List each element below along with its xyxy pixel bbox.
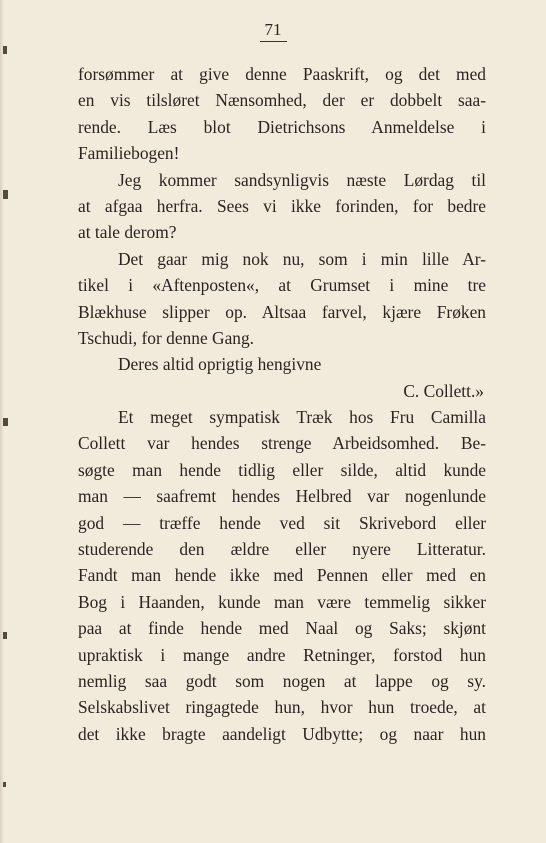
margin-mark — [3, 190, 8, 199]
text-line: Blækhuse slipper op. Altsaa farvel, kjære Frøken — [78, 301, 486, 322]
text-line: upraktisk i mange andre Retninger, forstod hun — [78, 644, 486, 665]
margin-mark — [3, 782, 6, 787]
body-text — [78, 61, 486, 747]
page-number — [0, 20, 546, 42]
text-line: at tale derom? — [78, 222, 177, 243]
text-line: at afgaa herfra. Sees vi ikke forinden, for bedre — [78, 195, 486, 216]
text-line: Bog i Haanden, kunde man være temmelig sikker — [78, 591, 486, 612]
text-line: rende. Læs blot Dietrichsons Anmeldelse i — [78, 116, 486, 137]
text-line: Jeg kommer sandsynligvis næste Lørdag til — [118, 169, 486, 190]
text-line: Tschudi, for denne Gang. — [78, 327, 255, 348]
margin-mark — [3, 632, 7, 639]
text-line: nemlig saa godt som nogen at lappe og sy. — [78, 670, 486, 691]
text-line: søgte man hende tidlig eller silde, altid kunde — [78, 459, 486, 480]
text-line: forsømmer at give denne Paaskrift, og det med — [78, 64, 486, 84]
text-line: paa at finde hende med Naal og Saks; skjønt — [78, 618, 486, 639]
margin-mark — [3, 418, 8, 426]
text-line: Familiebogen! — [78, 143, 180, 164]
letter-closing: Deres altid oprigtig hengivne — [118, 354, 322, 375]
text-line: tikel i «Aftenposten«, at Grumset i mine tre — [78, 275, 486, 296]
text-line: Collett var hendes strenge Arbeidsomhed. Be- — [78, 433, 486, 454]
text-line: Et meget sympatisk Træk hos Fru Camilla — [118, 407, 486, 428]
page-number-text: 71 — [260, 20, 287, 42]
letter-signature: C. Collett.» — [403, 380, 484, 401]
text-line: man — saafremt hendes Helbred var nogenlunde — [78, 486, 486, 507]
text-line: studerende den ældre eller nyere Litteratur. — [78, 539, 486, 560]
text-line: Selskabslivet ringagtede hun, hvor hun troede, at — [78, 697, 486, 718]
text-line: Fandt man hende ikke med Pennen eller med en — [78, 565, 486, 586]
text-line: en vis tilsløret Nænsomhed, der er dobbelt saa- — [78, 90, 486, 111]
margin-mark — [3, 46, 7, 54]
text-line: det ikke bragte aandeligt Udbytte; og naar hun — [78, 723, 486, 744]
text-line: god — træffe hende ved sit Skrivebord eller — [78, 512, 486, 533]
text-line: Det gaar mig nok nu, som i min lille Ar- — [118, 248, 486, 269]
